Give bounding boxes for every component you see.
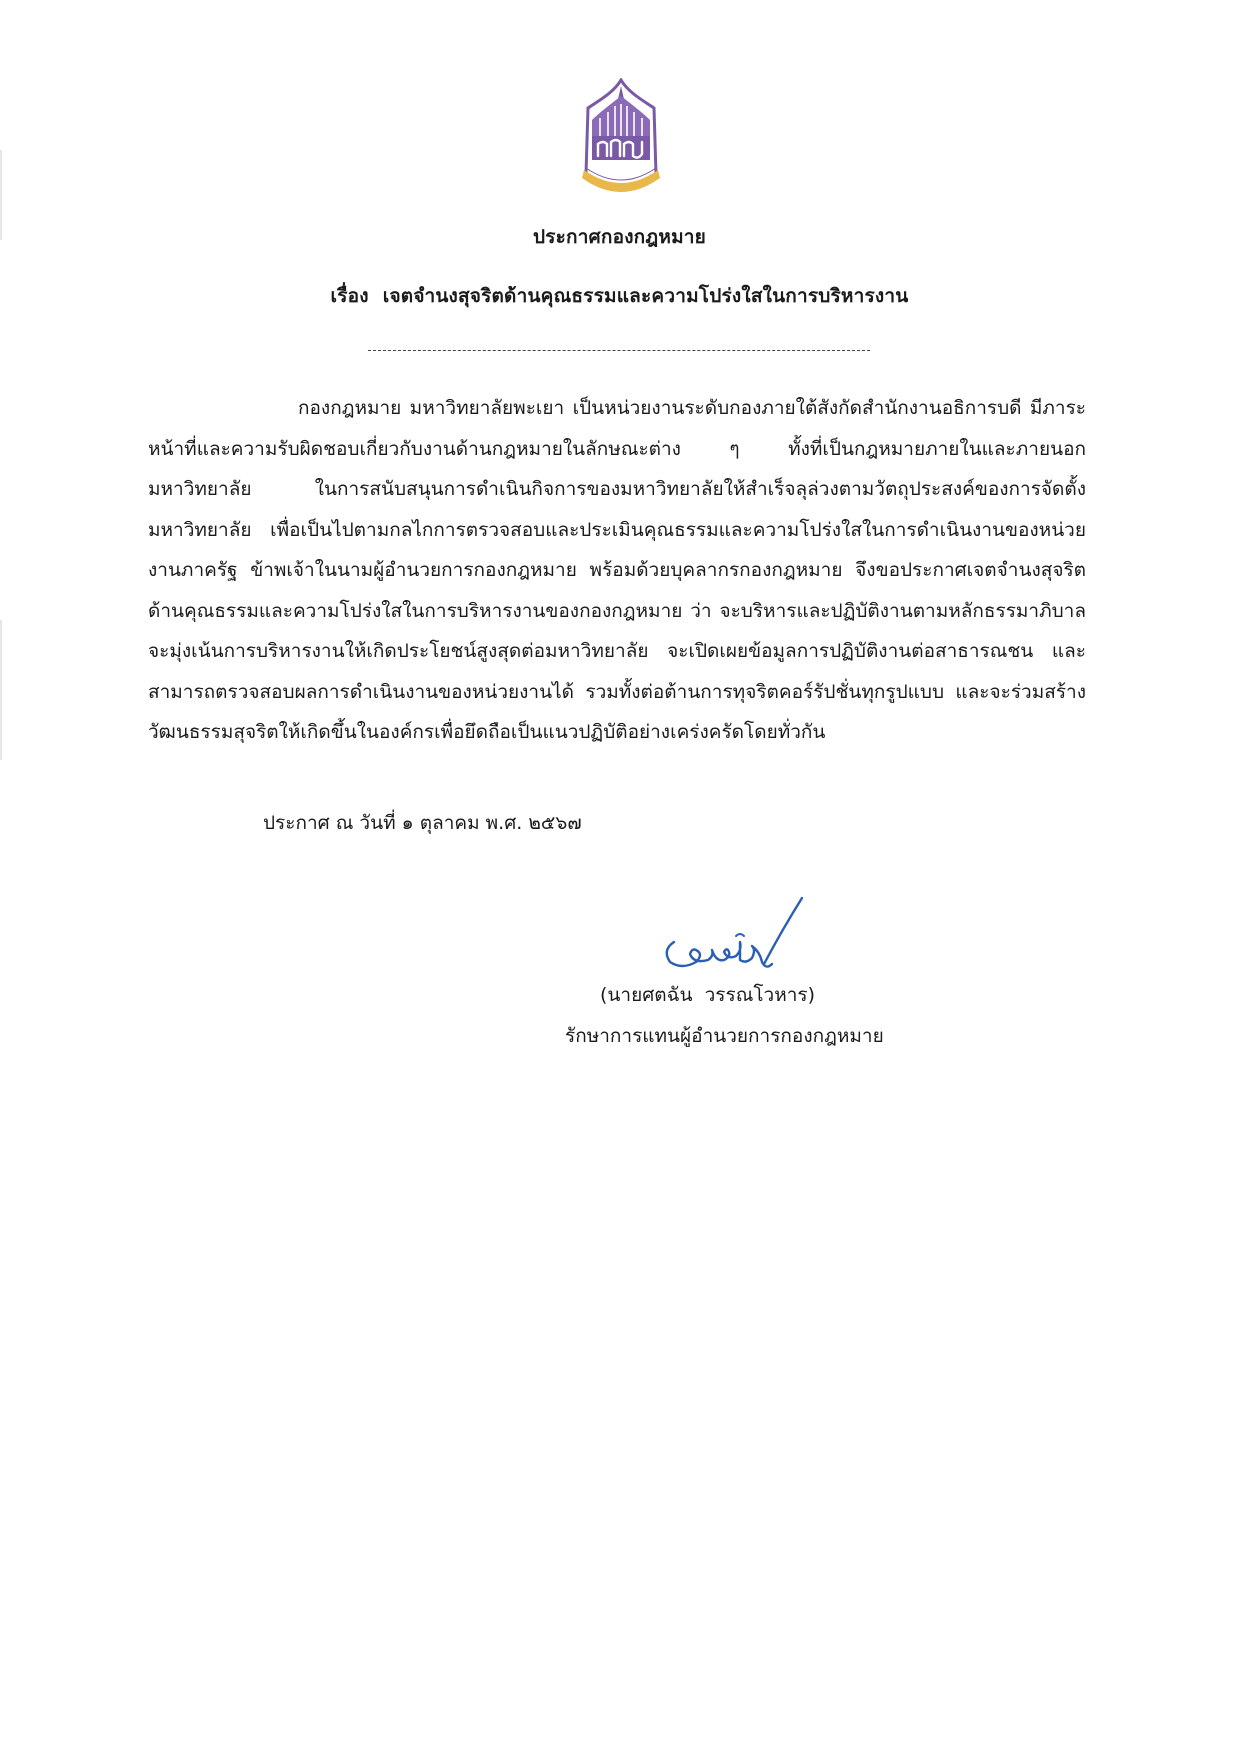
document-title: ประกาศกองกฎหมาย <box>532 226 706 248</box>
university-logo <box>578 78 664 208</box>
signer-position: รักษาการแทนผู้อำนวยการกองกฎหมาย <box>565 1025 884 1047</box>
signer-name: (นายศตฉัน วรรณโวหาร) <box>600 984 816 1006</box>
announcement-date: ประกาศ ณ วันที่ ๑ ตุลาคม พ.ศ. ๒๕๖๗ <box>263 812 582 834</box>
subject-text: เจตจำนงสุจริตด้านคุณธรรมและความโปร่งใสในการบริหารงาน <box>382 285 909 307</box>
document-subject-line <box>0 281 1239 311</box>
handwritten-signature <box>652 880 832 980</box>
subject-label: เรื่อง <box>330 285 369 307</box>
scan-edge-mark <box>0 620 2 760</box>
dashed-divider <box>368 350 870 351</box>
announcement-body: กองกฎหมาย มหาวิทยาลัยพะเยา เป็นหน่วยงานระดับกองภายใต้สังกัดสำนักงานอธิการบดี มีภาระหน้าที่และความรับผิดชอบเกี่ยวกับงานด้านกฎหมายในลักษณะต่าง ๆ ทั้งที่เป็นกฎหมายภายในและภายนอกมหาวิทยาลัย ในการสนับสนุนการดำเนินกิจการของมหาวิทยาลัยให้สำเร็จลุล่วงตามวัตถุประสงค์ของการจัดตั้งมหาวิทยาลัย เพื่อเป็นไปตามกลไกการตรวจสอบและประเมินคุณธรรมและความโปร่งใสในการดำเนินงานของหน่วยงานภาครัฐ ข้าพเจ้าในนามผู้อำนวยการกองกฎหมาย พร้อมด้วยบุคลากรกองกฎหมาย จึงขอประกาศเจตจำนงสุจริตด้านคุณธรรมและความโปร่งใสในการบริหารงานของกองกฎหมาย ว่า จะบริหารและปฏิบัติงานตามหลักธรรมาภิบาล จะมุ่งเน้นการบริหารงานให้เกิดประโยชน์สูงสุดต่อมหาวิทยาลัย จะเปิดเผยข้อมูลการปฏิบัติงานต่อสาธารณชน และสามารถตรวจสอบผลการดำเนินงานของหน่วยงานได้ รวมทั้งต่อต้านการทุจริตคอร์รัปชั่นทุกรูปแบบ และจะร่วมสร้างวัฒนธรรมสุจริตให้เกิดขึ้นในองค์กรเพื่อยึดถือเป็นแนวปฏิบัติอย่างเคร่งครัดโดยทั่วกัน <box>148 397 1086 743</box>
